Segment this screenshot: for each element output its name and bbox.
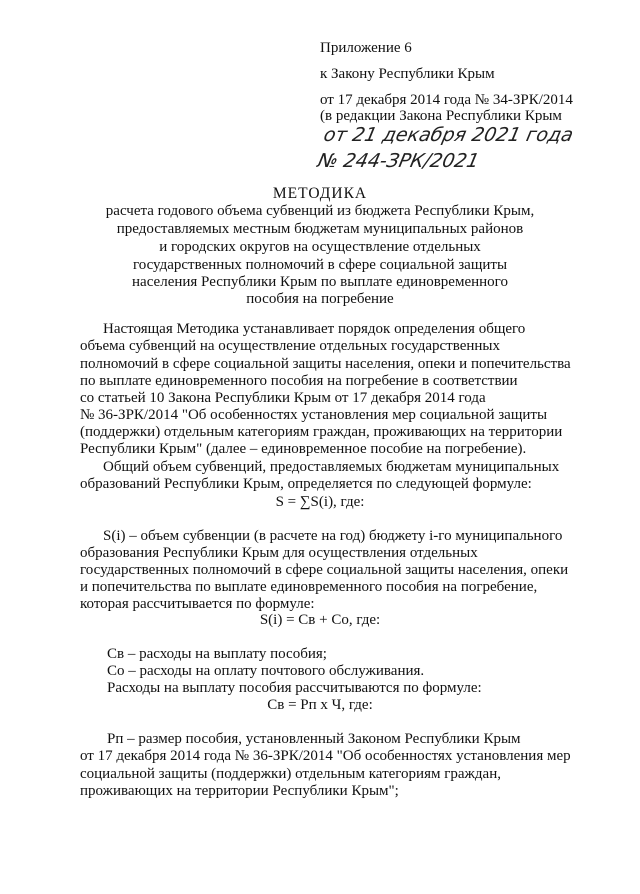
formula-sum: S = ∑S(i), где:	[275, 494, 365, 510]
paragraph-line: объема субвенций на осуществление отдельных государственных	[80, 338, 501, 354]
paragraph-line: государственных полномочий в сфере социальной защиты населения, опеки	[80, 562, 569, 578]
paragraph-line: которая рассчитывается по формуле:	[80, 596, 315, 612]
paragraph-line: проживающих на территории Республики Крым";	[80, 783, 399, 799]
subtitle-line: и городских округов на осуществление отдельных	[159, 239, 481, 255]
law-date-line: от 17 декабря 2014 года № 34-ЗРК/2014	[320, 92, 573, 108]
paragraph-line: социальной защиты (поддержки) отдельным категориям граждан,	[80, 766, 501, 782]
edition-line: (в редакции Закона Республики Крым	[320, 108, 562, 124]
paragraph-line: образований Республики Крым, определяется по следующей формуле:	[80, 476, 532, 492]
handwritten-number: № 244-ЗРК/2021	[315, 150, 482, 172]
formula-payment: Св = Рп х Ч, где:	[267, 697, 373, 713]
handwritten-date: от 21 декабря 2021 года	[321, 124, 576, 146]
document-title: МЕТОДИКА	[272, 185, 368, 202]
definition-cv: Св – расходы на выплату пособия;	[107, 646, 327, 662]
paragraph-line: от 17 декабря 2014 года № 36-ЗРК/2014 "Об особенностях установления мер	[80, 748, 571, 764]
paragraph-line: образования Республики Крым для осуществления отдельных	[80, 545, 478, 561]
law-reference: к Закону Республики Крым	[320, 66, 495, 82]
subtitle-line: пособия на погребение	[246, 291, 394, 307]
paragraph-line: и попечительства по выплате единовременного пособия на погребение,	[80, 579, 538, 595]
paragraph-line: Общий объем субвенций, предоставляемых бюджетам муниципальных	[103, 459, 560, 475]
formula-subvention: S(i) = Св + Со, где:	[259, 612, 381, 628]
paragraph-line: полномочий в сфере социальной защиты населения, опеки и попечительства	[80, 356, 571, 372]
paragraph-line: Расходы на выплату пособия рассчитываются по формуле:	[107, 680, 482, 696]
subtitle-line: населения Республики Крым по выплате единовременного	[132, 274, 508, 290]
paragraph-line: Республики Крым" (далее – единовременное пособие на погребение).	[80, 441, 527, 457]
paragraph-line: (поддержки) отдельным категориям граждан, проживающих на территории	[80, 424, 563, 440]
subtitle-line: предоставляемых местным бюджетам муниципальных районов	[116, 221, 524, 237]
paragraph-line: со статьей 10 Закона Республики Крым от 17 декабря 2014 года	[80, 390, 486, 406]
definition-co: Со – расходы на оплату почтового обслуживания.	[107, 663, 425, 679]
paragraph-line: Настоящая Методика устанавливает порядок определения общего	[103, 321, 526, 337]
paragraph-line: № 36-ЗРК/2014 "Об особенностях установления мер социальной защиты	[80, 407, 548, 423]
subtitle-line: государственных полномочий в сфере социальной защиты	[132, 257, 508, 273]
paragraph-line: S(i) – объем субвенции (в расчете на год) бюджету i-го муниципального	[103, 528, 563, 544]
paragraph-line: Рп – размер пособия, установленный Законом Республики Крым	[107, 731, 521, 747]
appendix-label: Приложение 6	[320, 40, 412, 56]
subtitle-line: расчета годового объема субвенций из бюджета Республики Крым,	[105, 203, 535, 219]
paragraph-line: по выплате единовременного пособия на погребение в соответствии	[80, 373, 518, 389]
